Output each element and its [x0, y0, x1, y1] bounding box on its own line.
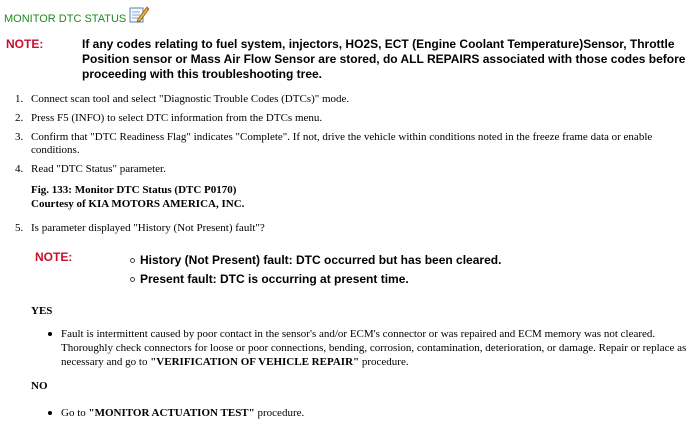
no-heading: NO — [31, 380, 48, 392]
step-3: 3. Confirm that "DTC Readiness Flag" indicates "Complete". If not, drive the vehicle within conditions noted in the freeze frame data or enable conditions. — [15, 131, 653, 156]
verification-link[interactable]: "VERIFICATION OF VEHICLE REPAIR" — [150, 356, 360, 368]
step-5: 5. Is parameter displayed "History (Not Present) fault"? — [15, 222, 265, 234]
actuation-test-link[interactable]: "MONITOR ACTUATION TEST" — [88, 407, 255, 419]
bullet-icon — [48, 332, 52, 336]
yes-item: Fault is intermittent caused by poor contact in the sensor's and/or ECM's connector or was repaired and ECM memory was not cleared. Thoroughly check connectors for loose or poor connections, bending, corrosion, contamination, deterioration, or damage. Repair or replace as necessary and go to "VERIFICATION OF VEHICLE REPAIR" procedure. — [61, 327, 697, 369]
figure-credit: Courtesy of KIA MOTORS AMERICA, INC. — [31, 198, 245, 210]
bullet-icon — [48, 411, 52, 415]
note-item: History (Not Present) fault: DTC occurred but has been cleared. — [130, 253, 501, 268]
header — [4, 5, 149, 25]
bullet-icon — [130, 277, 135, 282]
bullet-icon — [130, 258, 135, 263]
step-2: 2. Press F5 (INFO) to select DTC information from the DTCs menu. — [15, 112, 323, 124]
step-4: 4. Read "DTC Status" parameter. — [15, 163, 166, 175]
note-text: If any codes relating to fuel system, injectors, HO2S, ECT (Engine Coolant Temperature)Sensor, Throttle Position sensor or Mass Air Flow Sensor are stored, do ALL REPAIRS associated with those codes before proceeding with this troubleshooting tree. — [82, 37, 686, 81]
note-label-2: NOTE: — [35, 250, 73, 264]
note-list — [130, 253, 501, 291]
edit-icon[interactable] — [129, 5, 149, 23]
yes-heading: YES — [31, 305, 53, 317]
note-label: NOTE: — [6, 37, 44, 51]
note-item: Present fault: DTC is occurring at present time. — [130, 272, 501, 287]
step-1: 1. Connect scan tool and select "Diagnostic Trouble Codes (DTCs)" mode. — [15, 93, 350, 105]
figure-caption — [31, 183, 244, 211]
page-title: MONITOR DTC STATUS — [4, 13, 127, 25]
procedure-steps — [15, 93, 695, 182]
figure-title: Fig. 133: Monitor DTC Status (DTC P0170) — [31, 184, 237, 196]
no-item: Go to "MONITOR ACTUATION TEST" procedure. — [61, 406, 691, 420]
